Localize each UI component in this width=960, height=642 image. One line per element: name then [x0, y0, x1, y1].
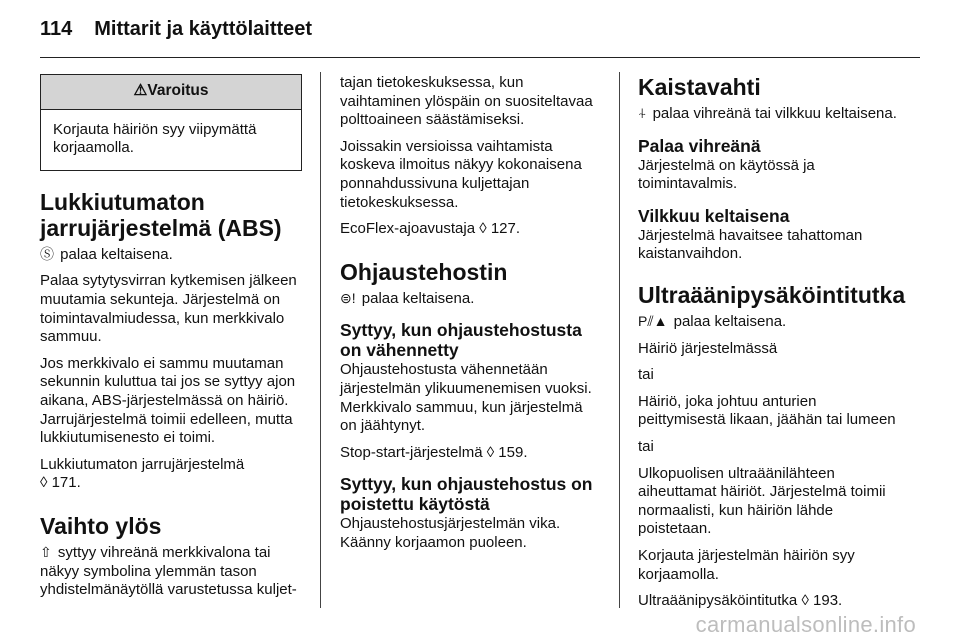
- page-number: 114: [40, 18, 73, 40]
- chapter-title: Mittarit ja käyttölaitteet: [94, 18, 313, 40]
- page-reference-icon: ◊: [801, 592, 809, 610]
- lane-heading: Kaistavahti: [638, 74, 761, 100]
- shift-up-paragraph-2: Joissakin versioissa vaihtamista koskeva ilmoitus näkyy kokonaisena ponnahdussivuna kuljettajan tietokeskuksessa.: [340, 137, 582, 211]
- abs-paragraph-1: Palaa sytytysvirran kytkemisen jälkeen muutamia sekunteja. Järjestelmä on toimintavalmiudessa, kun merkkivalo sammuu.: [40, 272, 297, 346]
- parking-paragraph-4: tai: [638, 437, 654, 455]
- shift-up-heading: Vaihto ylös: [40, 512, 162, 539]
- shift-up-continued: tajan tietokeskuksessa, kun vaihtaminen ylöspäin on suositeltavaa polttoaineen säästämiseksi.: [340, 74, 593, 129]
- lane-sub1-text: Järjestelmä on käytössä ja toimintavalmis.: [638, 156, 815, 193]
- warning-triangle-icon: ⚠: [133, 82, 148, 99]
- abs-status: Ⓢ palaa keltaisena.: [40, 245, 173, 263]
- steering-heading: Ohjaustehostin: [340, 258, 508, 285]
- lane-departure-icon: ⍭: [638, 105, 647, 121]
- parking-paragraph-5: Ulkopuolisen ultraäänilähteen aiheuttamat häiriöt. Järjestelmä toimii normaalisti, kun häiriön lähde poistetaan.: [638, 464, 886, 538]
- parking-reference[interactable]: Ultraäänipysäköintitutka ◊ 193.: [638, 592, 843, 610]
- power-steering-icon: ⊜!: [340, 289, 356, 306]
- abs-heading: Lukkiutumaton jarrujärjestelmä (ABS): [40, 188, 282, 241]
- column-3: [638, 74, 906, 619]
- parking-paragraph-1: Häiriö järjestelmässä: [638, 339, 778, 357]
- lane-status: ⍭ palaa vihreänä tai vilkkuu keltaisena.: [638, 105, 897, 122]
- column-divider-1: [320, 72, 321, 608]
- abs-warning-icon: Ⓢ: [40, 245, 54, 262]
- header-rule: [40, 57, 920, 58]
- warning-header: [41, 75, 301, 110]
- lane-sub2-text: Järjestelmä havaitsee tahattoman kaistanvaihdon.: [638, 226, 863, 263]
- ecoflex-reference[interactable]: EcoFlex-ajoavustaja ◊ 127.: [340, 220, 521, 238]
- shift-up-icon: ⇧: [40, 543, 52, 560]
- parking-sensor-icon: P⫽▲: [638, 312, 668, 329]
- steering-sub1-text: Ohjaustehostusta vähennetään järjestelmän ylikuumenemisen vuoksi. Merkkivalo sammuu, kun järjestelmä on jäähtynyt.: [340, 361, 592, 435]
- warning-label: Varoitus: [147, 82, 209, 99]
- steering-subheading-1: Syttyy, kun ohjaustehostusta on vähennetty: [340, 320, 582, 361]
- parking-paragraph-6: Korjauta järjestelmän häiriön syy korjaamolla.: [638, 546, 855, 583]
- page-header: [40, 18, 312, 41]
- page-reference-icon: ◊: [486, 443, 495, 461]
- lane-subheading-2: Vilkkuu keltaisena: [638, 205, 790, 226]
- shift-up-text: ⇧ syttyy vihreänä merkkivalona tai näkyy symbolina ylemmän tason yhdistelmänäytöllä varustetussa kuljet-: [40, 543, 297, 599]
- steering-sub2-text: Ohjaustehostusjärjestelmän vika. Käänny korjaamon puoleen.: [340, 515, 561, 551]
- parking-paragraph-2: tai: [638, 366, 654, 384]
- abs-reference[interactable]: Lukkiutumaton jarrujärjestelmä ◊ 171.: [40, 455, 245, 492]
- warning-box: [40, 74, 302, 171]
- steering-status: ⊜! palaa keltaisena.: [340, 289, 475, 307]
- parking-status: P⫽▲ palaa keltaisena.: [638, 312, 787, 330]
- column-1: [40, 74, 302, 608]
- column-2: [340, 74, 602, 561]
- watermark: carmanualsonline.info: [695, 612, 916, 637]
- parking-paragraph-3: Häiriö, joka johtuu anturien peittymisestä likaan, jäähän tai lumeen: [638, 392, 896, 429]
- page-reference-icon: ◊: [40, 474, 48, 492]
- column-divider-2: [619, 72, 620, 608]
- warning-text: Korjauta häiriön syy viipymättä korjaamolla.: [53, 120, 257, 157]
- lane-subheading-1: Palaa vihreänä: [638, 135, 761, 156]
- abs-paragraph-2: Jos merkkivalo ei sammu muutaman sekunnin kuluttua tai jos se syttyy ajon aikana, ABS-järjestelmässä on häiriö. Jarrujärjestelmä toimii edelleen, mutta lukkiutumisenesto ei toimi.: [40, 354, 296, 447]
- parking-heading: Ultraäänipysäköintitutka: [638, 281, 906, 308]
- page-reference-icon: ◊: [479, 220, 487, 238]
- stop-start-reference[interactable]: Stop-start-järjestelmä ◊ 159.: [340, 443, 528, 461]
- steering-subheading-2: Syttyy, kun ohjaustehostus on poistettu käytöstä: [340, 474, 593, 515]
